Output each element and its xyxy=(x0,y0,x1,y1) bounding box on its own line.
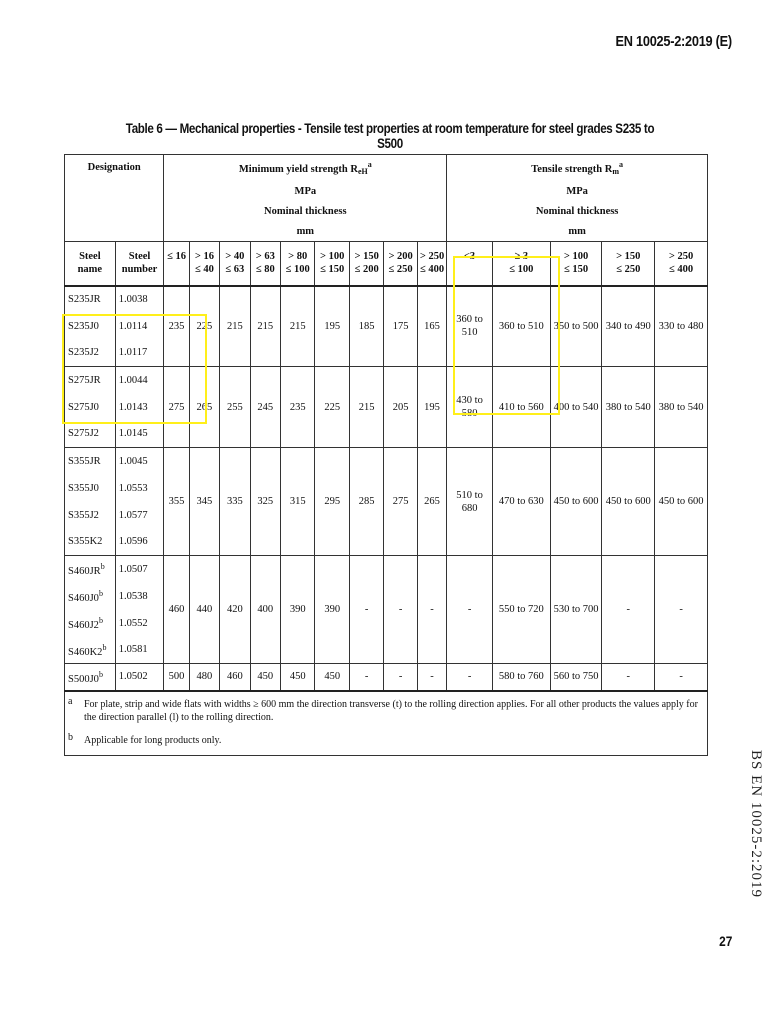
steel-name-cell xyxy=(65,583,116,610)
table-row xyxy=(65,664,708,691)
tensile-mm: mm xyxy=(447,221,708,242)
steel-name: S460J2 xyxy=(68,620,99,631)
yield-range-5-line1: > 100 xyxy=(320,251,345,263)
yield-value: - xyxy=(349,664,383,691)
tensile-value: 550 to 720 xyxy=(492,556,550,664)
yield-value: 265 xyxy=(417,448,446,556)
tensile-range-3 xyxy=(602,242,655,286)
yield-value: 195 xyxy=(315,286,349,367)
header-row-columns xyxy=(65,242,708,286)
header-row-titles xyxy=(65,155,708,182)
yield-range-1 xyxy=(189,242,219,286)
steel-number-cell: 1.0577 xyxy=(115,502,164,529)
yield-value: 275 xyxy=(384,448,417,556)
steel-name-cell xyxy=(65,610,116,637)
yield-value: 215 xyxy=(250,286,280,367)
yield-range-7-line1: > 200 xyxy=(388,251,413,263)
steel-name-cell xyxy=(65,529,116,556)
yield-range-1-line2: ≤ 40 xyxy=(194,264,214,276)
footnote-text: For plate, strip and wide flats with widths ≥ 600 mm the direction transverse (t) to the rolling direction applies. For all other products the values apply for the direction parallel (l) to the rolling direction. xyxy=(84,698,698,723)
steel-name: S355JR xyxy=(68,455,101,467)
tensile-value: - xyxy=(655,556,708,664)
table-row xyxy=(65,286,708,313)
yield-range-3-line2: ≤ 80 xyxy=(255,264,275,276)
designation-header: Designation xyxy=(65,155,164,182)
footnote-b xyxy=(68,731,701,747)
yield-range-5 xyxy=(315,242,349,286)
tensile-value: 340 to 490 xyxy=(602,286,655,367)
highlight-s235-grades xyxy=(62,314,207,424)
yield-value: 255 xyxy=(220,367,250,448)
yield-value: 205 xyxy=(384,367,417,448)
tensile-subscript: m xyxy=(612,167,620,176)
tensile-value: 360 to 510 xyxy=(492,286,550,367)
tensile-value: 400 to 540 xyxy=(550,367,602,448)
yield-value: - xyxy=(417,556,446,664)
footnote-ref-b: b xyxy=(98,616,103,625)
tensile-value: 410 to 560 xyxy=(492,367,550,448)
steel-name: S460JR xyxy=(68,566,101,578)
tensile-range-2-line2: ≤ 150 xyxy=(563,264,589,276)
side-watermark: BS EN 10025-2:2019 xyxy=(748,750,764,899)
tensile-strength-header xyxy=(447,155,708,182)
tensile-range-0-line1: <3 xyxy=(463,251,476,263)
steel-number-cell: 1.0117 xyxy=(115,340,164,367)
steel-number-header-line1: Steel xyxy=(128,251,151,263)
yield-value: 450 xyxy=(250,664,280,691)
yield-value: - xyxy=(384,556,417,664)
tensile-range-4-line1: > 250 xyxy=(668,251,694,263)
steel-number-cell: 1.0507 xyxy=(115,556,164,583)
steel-name-header-line2: name xyxy=(77,264,103,276)
standard-header: EN 10025-2:2019 (E) xyxy=(615,33,732,50)
footnote-mark: b xyxy=(68,731,73,743)
steel-number-header xyxy=(115,242,164,286)
steel-number-header-line2: number xyxy=(121,264,158,276)
yield-value: 215 xyxy=(220,286,250,367)
mechanical-properties-table xyxy=(64,154,708,756)
yield-range-6-line2: ≤ 200 xyxy=(354,264,379,276)
header-row-nominal xyxy=(65,201,708,221)
steel-name-cell xyxy=(65,286,116,313)
steel-number-cell: 1.0552 xyxy=(115,610,164,637)
steel-name-cell xyxy=(65,475,116,502)
tensile-range-4-line2: ≤ 400 xyxy=(668,264,694,276)
table-row xyxy=(65,448,708,475)
steel-number-cell: 1.0044 xyxy=(115,367,164,394)
page-number: 27 xyxy=(719,933,733,949)
yield-range-5-line2: ≤ 150 xyxy=(320,264,345,276)
tensile-value: - xyxy=(602,664,655,691)
yield-value: - xyxy=(349,556,383,664)
highlight-tensile-thin-range xyxy=(453,256,560,415)
yield-range-8-line1: > 250 xyxy=(419,251,445,263)
steel-name-cell xyxy=(65,556,116,583)
tensile-value: - xyxy=(447,664,493,691)
footnote-a xyxy=(68,695,701,724)
tensile-value: 510 to 680 xyxy=(447,448,493,556)
yield-value: 235 xyxy=(164,286,189,367)
tensile-value: - xyxy=(602,556,655,664)
steel-name: S355J0 xyxy=(68,482,99,494)
footnote-ref-a: a xyxy=(619,160,624,169)
footnote-text: Applicable for long products only. xyxy=(84,734,222,746)
yield-value: 460 xyxy=(220,664,250,691)
yield-value: 460 xyxy=(164,556,189,664)
steel-name: S460K2 xyxy=(68,646,103,658)
table-row xyxy=(65,556,708,583)
steel-number-cell: 1.0553 xyxy=(115,475,164,502)
footnote-ref-a: a xyxy=(367,160,372,169)
steel-number-cell: 1.0145 xyxy=(115,421,164,448)
footnote-ref-b: b xyxy=(100,562,105,572)
yield-range-0-line1: ≤ 16 xyxy=(167,251,186,263)
tensile-range-2-line1: > 100 xyxy=(563,251,589,263)
designation-spacer xyxy=(65,181,164,201)
tensile-value: - xyxy=(655,664,708,691)
steel-name-cell xyxy=(65,421,116,448)
yield-value: 345 xyxy=(189,448,219,556)
steel-name-cell xyxy=(65,502,116,529)
tensile-value: 450 to 600 xyxy=(602,448,655,556)
designation-spacer xyxy=(65,221,164,242)
header-row-units xyxy=(65,181,708,201)
steel-name: S500J0 xyxy=(68,673,99,685)
tensile-value: 580 to 760 xyxy=(492,664,550,691)
yield-value: 295 xyxy=(315,448,349,556)
steel-name: S235J2 xyxy=(68,347,99,359)
tensile-value: 530 to 700 xyxy=(550,556,602,664)
yield-value: 420 xyxy=(220,556,250,664)
steel-name: S275JR xyxy=(68,374,101,386)
yield-value: 175 xyxy=(384,286,417,367)
yield-value: - xyxy=(417,664,446,691)
yield-mm: mm xyxy=(164,221,447,242)
yield-value: 165 xyxy=(417,286,446,367)
yield-value: 225 xyxy=(189,286,219,367)
tensile-range-3-line2: ≤ 250 xyxy=(616,264,641,276)
tensile-range-1-line2: ≤ 100 xyxy=(509,264,534,276)
yield-value: 450 xyxy=(315,664,349,691)
tensile-value: 450 to 600 xyxy=(550,448,602,556)
yield-value: 285 xyxy=(349,448,383,556)
steel-number-cell: 1.0045 xyxy=(115,448,164,475)
yield-strength-header xyxy=(164,155,447,182)
yield-range-4-line2: ≤ 100 xyxy=(285,264,310,276)
tensile-range-4 xyxy=(655,242,708,286)
yield-range-2 xyxy=(220,242,250,286)
steel-number-cell: 1.0143 xyxy=(115,394,164,421)
yield-value: 450 xyxy=(280,664,314,691)
yield-range-7-line2: ≤ 250 xyxy=(388,264,413,276)
yield-range-6-line1: > 150 xyxy=(354,251,379,263)
tensile-value: 560 to 750 xyxy=(550,664,602,691)
yield-value: 185 xyxy=(349,286,383,367)
tensile-unit: MPa xyxy=(447,181,708,201)
yield-range-8 xyxy=(417,242,446,286)
yield-range-0-line2 xyxy=(164,263,188,276)
tensile-value: 380 to 540 xyxy=(655,367,708,448)
yield-value: 390 xyxy=(280,556,314,664)
footnote-ref-b: b xyxy=(102,642,107,652)
tensile-value: 430 to 580 xyxy=(447,367,493,448)
yield-range-0 xyxy=(164,242,189,286)
tensile-value: 380 to 540 xyxy=(602,367,655,448)
footnote-ref-b: b xyxy=(98,669,103,679)
tensile-value: 450 to 600 xyxy=(655,448,708,556)
footnote-mark: a xyxy=(68,695,73,707)
steel-name-cell xyxy=(65,448,116,475)
steel-name-header xyxy=(65,242,116,286)
steel-name: S355J2 xyxy=(68,509,99,521)
steel-number-cell: 1.0114 xyxy=(115,313,164,340)
yield-range-3-line1: > 63 xyxy=(255,251,275,263)
tensile-value: - xyxy=(447,556,493,664)
steel-name-header-line1: Steel xyxy=(79,251,101,263)
yield-value: 215 xyxy=(280,286,314,367)
yield-value: 335 xyxy=(220,448,250,556)
yield-range-7 xyxy=(384,242,417,286)
steel-name: S460J0 xyxy=(68,593,99,604)
yield-value: 195 xyxy=(417,367,446,448)
steel-number-cell: 1.0038 xyxy=(115,286,164,313)
tensile-value: 350 to 500 xyxy=(550,286,602,367)
steel-number-cell: 1.0581 xyxy=(115,637,164,664)
yield-value: 440 xyxy=(189,556,219,664)
yield-nominal-thickness: Nominal thickness xyxy=(164,201,447,221)
yield-range-4-line1: > 80 xyxy=(288,251,308,263)
yield-value: 480 xyxy=(189,664,219,691)
footnotes-row xyxy=(65,691,708,756)
steel-name-cell xyxy=(65,637,116,664)
footnote-ref-b: b xyxy=(98,589,103,598)
tensile-value: 360 to 510 xyxy=(447,286,493,367)
steel-number-cell: 1.0538 xyxy=(115,583,164,610)
tensile-nominal-thickness: Nominal thickness xyxy=(447,201,708,221)
table-caption: Table 6 — Mechanical properties - Tensile test properties at room temperature for steel grades S235 to S500 xyxy=(125,121,655,151)
tensile-range-1-line1: ≥ 3 xyxy=(514,251,529,263)
yield-range-2-line2: ≤ 63 xyxy=(225,264,245,276)
yield-value: 390 xyxy=(315,556,349,664)
yield-value: 235 xyxy=(280,367,314,448)
designation-spacer xyxy=(65,201,164,221)
yield-value: 215 xyxy=(349,367,383,448)
yield-value: 245 xyxy=(250,367,280,448)
yield-value: - xyxy=(384,664,417,691)
header-row-mm xyxy=(65,221,708,242)
footnotes xyxy=(65,691,708,756)
yield-subscript: eH xyxy=(357,167,368,176)
yield-value: 275 xyxy=(164,367,189,448)
yield-title: Minimum yield strength R xyxy=(238,164,358,175)
yield-unit: MPa xyxy=(164,181,447,201)
steel-name: S235JR xyxy=(68,294,101,305)
yield-range-3 xyxy=(250,242,280,286)
steel-name-cell xyxy=(65,664,116,691)
yield-value: 315 xyxy=(280,448,314,556)
yield-value: 500 xyxy=(164,664,189,691)
tensile-range-3-line1: > 150 xyxy=(616,251,641,263)
yield-value: 265 xyxy=(189,367,219,448)
yield-value: 400 xyxy=(250,556,280,664)
yield-value: 355 xyxy=(164,448,189,556)
tensile-value: 330 to 480 xyxy=(655,286,708,367)
steel-name: S275J0 xyxy=(68,401,99,413)
tensile-title: Tensile strength R xyxy=(531,164,613,175)
steel-name: S355K2 xyxy=(68,536,103,548)
tensile-value: 470 to 630 xyxy=(492,448,550,556)
steel-number-cell: 1.0596 xyxy=(115,529,164,556)
yield-range-1-line1: > 16 xyxy=(194,251,214,263)
yield-range-8-line2: ≤ 400 xyxy=(419,264,445,276)
yield-value: 325 xyxy=(250,448,280,556)
yield-range-2-line1: > 40 xyxy=(225,251,245,263)
steel-name: S275J2 xyxy=(68,428,99,440)
steel-name: S235J0 xyxy=(68,320,99,332)
yield-range-4 xyxy=(280,242,314,286)
yield-range-6 xyxy=(349,242,383,286)
steel-number-cell: 1.0502 xyxy=(115,664,164,691)
yield-value: 225 xyxy=(315,367,349,448)
